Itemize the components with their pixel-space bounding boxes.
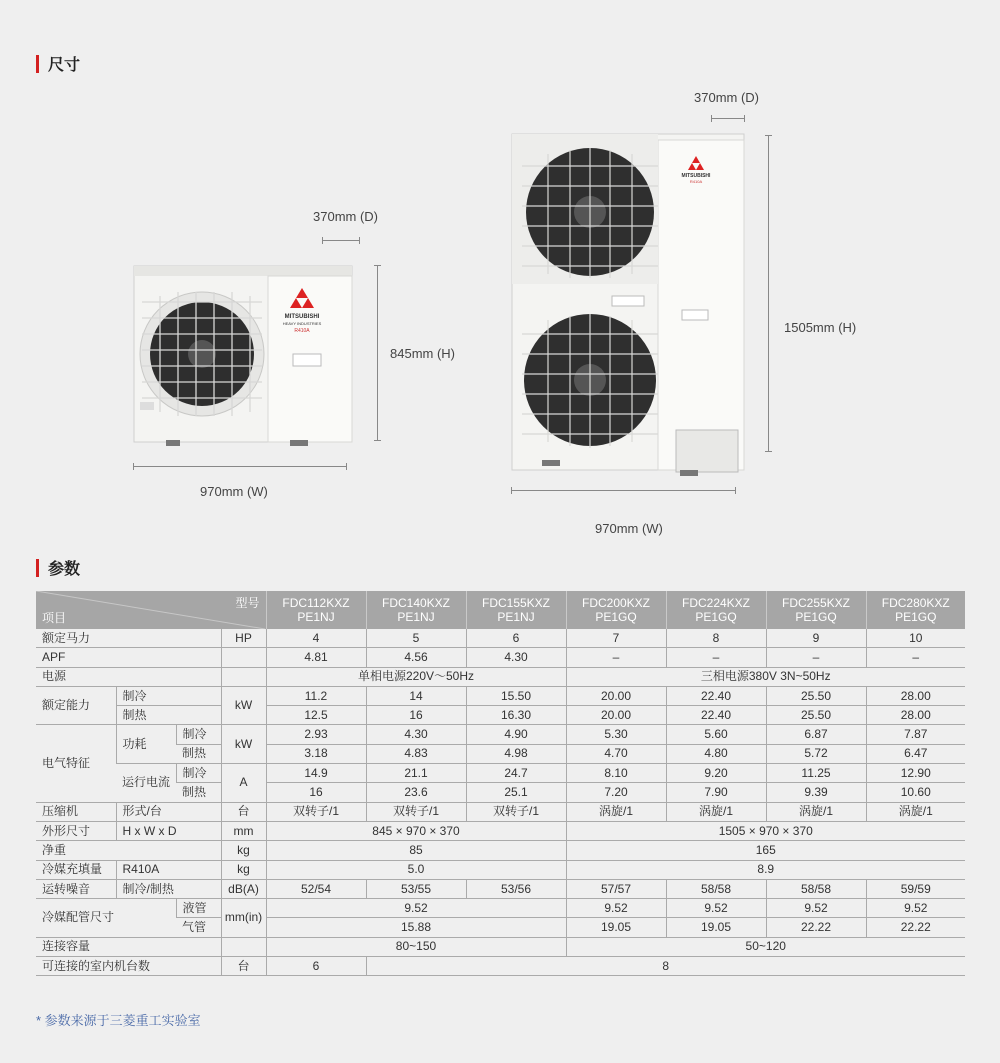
params-title-text: 参数 bbox=[48, 561, 81, 578]
value-cell: 4.80 bbox=[666, 744, 766, 763]
table-row-size bbox=[36, 821, 965, 840]
small-height-tick-top bbox=[374, 265, 381, 266]
large-depth-label: 370mm (D) bbox=[694, 90, 760, 105]
svg-text:HEAVY INDUSTRIES: HEAVY INDUSTRIES bbox=[282, 321, 322, 326]
table-row-noise bbox=[36, 879, 965, 898]
value-cell: 5.0 bbox=[266, 860, 566, 879]
value-cell: 4.30 bbox=[466, 648, 566, 667]
small-height-line bbox=[377, 265, 378, 441]
large-height-label: 1505mm (H) bbox=[784, 320, 857, 335]
value-cell: 涡旋/1 bbox=[666, 802, 766, 821]
value-cell: 22.40 bbox=[666, 686, 766, 705]
large-depth-tick-left bbox=[711, 115, 712, 122]
table-row-compressor bbox=[36, 802, 965, 821]
model-header: FDC112KXZ PE1NJ bbox=[266, 591, 366, 629]
sub-label: 制热 bbox=[176, 744, 221, 763]
value-cell: 22.22 bbox=[766, 918, 866, 937]
header-corner-cell bbox=[36, 591, 266, 629]
value-cell: 20.00 bbox=[566, 706, 666, 725]
value-cell: 14.9 bbox=[266, 764, 366, 783]
large-width-label: 970mm (W) bbox=[595, 521, 663, 536]
value-cell: 28.00 bbox=[866, 706, 965, 725]
small-width-tick-left bbox=[133, 463, 134, 470]
value-cell: 19.05 bbox=[566, 918, 666, 937]
row-label: 净重 bbox=[36, 841, 221, 860]
small-unit-drawing bbox=[130, 262, 370, 457]
value-cell: 6 bbox=[266, 957, 366, 976]
small-height-tick-bottom bbox=[374, 440, 381, 441]
unit-cell: kg bbox=[221, 860, 266, 879]
value-cell: 25.50 bbox=[766, 706, 866, 725]
value-cell: 53/55 bbox=[366, 879, 466, 898]
row-label: 额定能力 bbox=[36, 686, 116, 725]
unit-cell: mm(in) bbox=[221, 899, 266, 938]
row-label: 运转噪音 bbox=[36, 879, 116, 898]
value-cell: 80~150 bbox=[266, 937, 566, 956]
table-row-current-heat bbox=[36, 783, 965, 802]
header-item-label: 项目 bbox=[42, 611, 67, 625]
value-cell: 4 bbox=[266, 629, 366, 648]
row-label: APF bbox=[36, 648, 221, 667]
value-cell: 11.25 bbox=[766, 764, 866, 783]
table-header-row bbox=[36, 591, 965, 629]
value-cell: 1505 × 970 × 370 bbox=[566, 821, 965, 840]
value-cell: 5 bbox=[366, 629, 466, 648]
value-cell: 57/57 bbox=[566, 879, 666, 898]
svg-text:MITSUBISHI: MITSUBISHI bbox=[284, 314, 320, 320]
unit-cell: mm bbox=[221, 821, 266, 840]
value-cell: 9.20 bbox=[666, 764, 766, 783]
model-header: FDC155KXZ PE1NJ bbox=[466, 591, 566, 629]
value-cell: 双转子/1 bbox=[366, 802, 466, 821]
svg-text:MITSUBISHI: MITSUBISHI bbox=[681, 173, 711, 179]
value-cell: 845 × 970 × 370 bbox=[266, 821, 566, 840]
value-cell: 58/58 bbox=[666, 879, 766, 898]
value-cell: 9.39 bbox=[766, 783, 866, 802]
unit-cell: A bbox=[221, 764, 266, 803]
unit-cell bbox=[221, 937, 266, 956]
small-depth-tick-left bbox=[322, 237, 323, 244]
value-cell: 涡旋/1 bbox=[766, 802, 866, 821]
sub-label: R410A bbox=[116, 860, 221, 879]
value-cell: 9.52 bbox=[766, 899, 866, 918]
value-cell: 12.90 bbox=[866, 764, 965, 783]
footnote: * 参数来源于三菱重工实验室 bbox=[36, 1013, 201, 1028]
value-cell: 7.90 bbox=[666, 783, 766, 802]
large-unit-drawing bbox=[508, 130, 753, 480]
value-cell: 2.93 bbox=[266, 725, 366, 744]
value-cell: 8 bbox=[366, 957, 965, 976]
sub-label: 制冷/制热 bbox=[116, 879, 221, 898]
value-cell: 9.52 bbox=[566, 899, 666, 918]
value-cell: 14 bbox=[366, 686, 466, 705]
small-depth-label: 370mm (D) bbox=[313, 209, 379, 224]
sub-label: 功耗 bbox=[116, 725, 176, 764]
sub-label: 制热 bbox=[176, 783, 221, 802]
unit-cell: kg bbox=[221, 841, 266, 860]
small-height-label: 845mm (H) bbox=[390, 346, 456, 361]
sub-label: 制冷 bbox=[116, 686, 221, 705]
sub-label: 制冷 bbox=[176, 725, 221, 744]
value-cell: 24.7 bbox=[466, 764, 566, 783]
value-cell: 双转子/1 bbox=[266, 802, 366, 821]
dimensions-section-title bbox=[36, 52, 80, 75]
title-accent-bar bbox=[36, 55, 39, 73]
small-depth-tick-right bbox=[359, 237, 360, 244]
row-label: 外形尺寸 bbox=[36, 821, 116, 840]
value-cell: 22.40 bbox=[666, 706, 766, 725]
value-cell: 59/59 bbox=[866, 879, 965, 898]
value-cell: 双转子/1 bbox=[466, 802, 566, 821]
value-cell: 85 bbox=[266, 841, 566, 860]
large-width-line bbox=[511, 490, 736, 491]
row-label: 电源 bbox=[36, 667, 221, 686]
unit-cell: 台 bbox=[221, 957, 266, 976]
model-header: FDC224KXZ PE1GQ bbox=[666, 591, 766, 629]
value-cell: 19.05 bbox=[666, 918, 766, 937]
row-label: 连接容量 bbox=[36, 937, 221, 956]
sub-label: 形式/台 bbox=[116, 802, 221, 821]
value-cell: – bbox=[766, 648, 866, 667]
value-cell: – bbox=[666, 648, 766, 667]
table-row-weight bbox=[36, 841, 965, 860]
dimensions-title-text: 尺寸 bbox=[48, 57, 81, 74]
value-cell: 5.72 bbox=[766, 744, 866, 763]
value-cell: 50~120 bbox=[566, 937, 965, 956]
value-cell: 三相电源380V 3N~50Hz bbox=[566, 667, 965, 686]
params-section-title bbox=[36, 556, 80, 579]
small-outdoor-unit-image bbox=[130, 262, 370, 462]
value-cell: 4.83 bbox=[366, 744, 466, 763]
large-width-tick-left bbox=[511, 487, 512, 494]
table-row-indoor bbox=[36, 957, 965, 976]
value-cell: 20.00 bbox=[566, 686, 666, 705]
value-cell: 9.52 bbox=[666, 899, 766, 918]
large-height-tick-top bbox=[765, 135, 772, 136]
row-label: 电气特征 bbox=[36, 725, 116, 802]
row-label: 额定马力 bbox=[36, 629, 221, 648]
value-cell: 15.88 bbox=[266, 918, 566, 937]
table-row-capacity-cool bbox=[36, 686, 965, 705]
value-cell: 6 bbox=[466, 629, 566, 648]
small-width-line bbox=[133, 466, 347, 467]
value-cell: 3.18 bbox=[266, 744, 366, 763]
table-row-power bbox=[36, 667, 965, 686]
title-accent-bar bbox=[36, 559, 39, 577]
table-row-consumption-heat bbox=[36, 744, 965, 763]
value-cell: 53/56 bbox=[466, 879, 566, 898]
value-cell: 单相电源220V～50Hz bbox=[266, 667, 566, 686]
table-row-apf bbox=[36, 648, 965, 667]
svg-text:R410A: R410A bbox=[689, 179, 703, 184]
sub-label: 气管 bbox=[176, 918, 221, 937]
small-depth-line bbox=[322, 240, 360, 241]
unit-cell: kW bbox=[221, 725, 266, 764]
spec-table bbox=[36, 591, 965, 976]
model-header: FDC255KXZ PE1GQ bbox=[766, 591, 866, 629]
value-cell: 5.30 bbox=[566, 725, 666, 744]
sub-label: H x W x D bbox=[116, 821, 221, 840]
value-cell: 11.2 bbox=[266, 686, 366, 705]
value-cell: 22.22 bbox=[866, 918, 965, 937]
table-row-consumption-cool bbox=[36, 725, 965, 744]
row-label: 冷媒配管尺寸 bbox=[36, 899, 176, 938]
table-row-piping-liquid bbox=[36, 899, 965, 918]
header-model-label: 型号 bbox=[235, 596, 260, 610]
value-cell: 涡旋/1 bbox=[566, 802, 666, 821]
value-cell: 4.56 bbox=[366, 648, 466, 667]
large-height-tick-bottom bbox=[765, 451, 772, 452]
value-cell: – bbox=[566, 648, 666, 667]
value-cell: 涡旋/1 bbox=[866, 802, 965, 821]
value-cell: 9 bbox=[766, 629, 866, 648]
value-cell: 9.52 bbox=[866, 899, 965, 918]
value-cell: 16 bbox=[266, 783, 366, 802]
large-depth-line bbox=[711, 118, 745, 119]
row-label: 可连接的室内机台数 bbox=[36, 957, 221, 976]
sub-label: 液管 bbox=[176, 899, 221, 918]
value-cell: 10 bbox=[866, 629, 965, 648]
value-cell: 8.10 bbox=[566, 764, 666, 783]
sub-label: 制冷 bbox=[176, 764, 221, 783]
value-cell: 58/58 bbox=[766, 879, 866, 898]
value-cell: 4.98 bbox=[466, 744, 566, 763]
table-row-current-cool bbox=[36, 764, 965, 783]
diagonal-line bbox=[36, 591, 265, 629]
value-cell: 165 bbox=[566, 841, 965, 860]
value-cell: 7.20 bbox=[566, 783, 666, 802]
table-row-connect bbox=[36, 937, 965, 956]
value-cell: 5.60 bbox=[666, 725, 766, 744]
value-cell: 25.50 bbox=[766, 686, 866, 705]
sub-label: 运行电流 bbox=[116, 764, 176, 803]
value-cell: 28.00 bbox=[866, 686, 965, 705]
value-cell: 16.30 bbox=[466, 706, 566, 725]
value-cell: 7 bbox=[566, 629, 666, 648]
unit-cell bbox=[221, 648, 266, 667]
value-cell: 4.90 bbox=[466, 725, 566, 744]
value-cell: 21.1 bbox=[366, 764, 466, 783]
value-cell: 10.60 bbox=[866, 783, 965, 802]
value-cell: 16 bbox=[366, 706, 466, 725]
sub-label: 制热 bbox=[116, 706, 221, 725]
value-cell: 4.30 bbox=[366, 725, 466, 744]
value-cell: 4.81 bbox=[266, 648, 366, 667]
value-cell: 8.9 bbox=[566, 860, 965, 879]
small-width-label: 970mm (W) bbox=[200, 484, 268, 499]
value-cell: – bbox=[866, 648, 965, 667]
svg-text:R410A: R410A bbox=[294, 328, 310, 334]
table-row-hp bbox=[36, 629, 965, 648]
value-cell: 8 bbox=[666, 629, 766, 648]
value-cell: 4.70 bbox=[566, 744, 666, 763]
large-width-tick-right bbox=[735, 487, 736, 494]
value-cell: 6.87 bbox=[766, 725, 866, 744]
value-cell: 6.47 bbox=[866, 744, 965, 763]
value-cell: 12.5 bbox=[266, 706, 366, 725]
small-width-tick-right bbox=[346, 463, 347, 470]
value-cell: 7.87 bbox=[866, 725, 965, 744]
model-header: FDC200KXZ PE1GQ bbox=[566, 591, 666, 629]
table-row-piping-gas bbox=[36, 918, 965, 937]
unit-cell: kW bbox=[221, 686, 266, 725]
unit-cell: HP bbox=[221, 629, 266, 648]
value-cell: 15.50 bbox=[466, 686, 566, 705]
table-row-charge bbox=[36, 860, 965, 879]
model-header: FDC140KXZ PE1NJ bbox=[366, 591, 466, 629]
unit-cell: dB(A) bbox=[221, 879, 266, 898]
large-depth-tick-right bbox=[744, 115, 745, 122]
row-label: 压缩机 bbox=[36, 802, 116, 821]
value-cell: 25.1 bbox=[466, 783, 566, 802]
row-label: 冷媒充填量 bbox=[36, 860, 116, 879]
model-header: FDC280KXZ PE1GQ bbox=[866, 591, 965, 629]
unit-cell: 台 bbox=[221, 802, 266, 821]
value-cell: 9.52 bbox=[266, 899, 566, 918]
large-height-line bbox=[768, 135, 769, 452]
unit-cell bbox=[221, 667, 266, 686]
value-cell: 23.6 bbox=[366, 783, 466, 802]
large-outdoor-unit-image bbox=[508, 130, 753, 485]
value-cell: 52/54 bbox=[266, 879, 366, 898]
table-row-capacity-heat bbox=[36, 706, 965, 725]
